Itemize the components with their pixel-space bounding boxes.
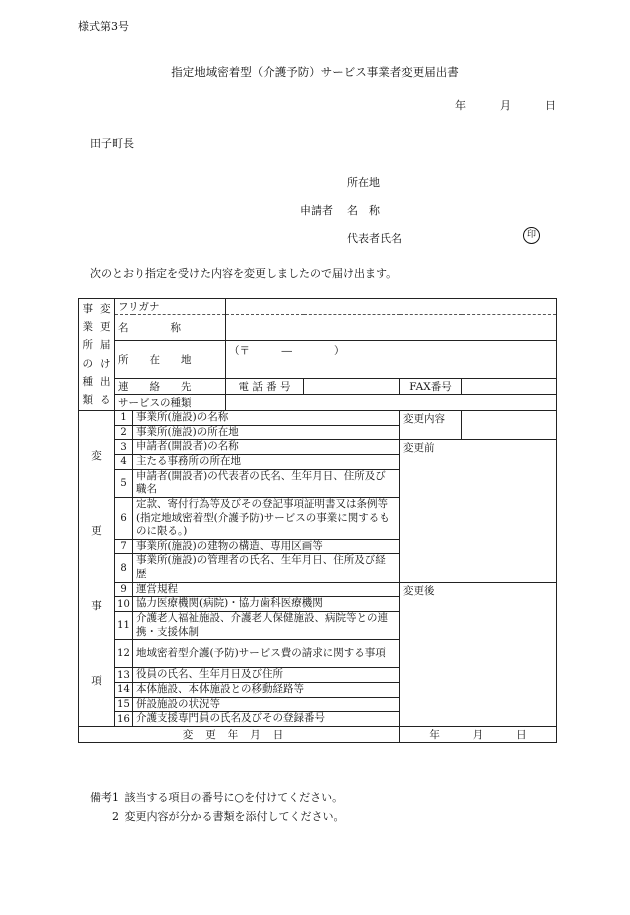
addressee: 田子町長 [90, 137, 134, 150]
item-text: 協力医療機関(病院)・協力歯科医療機関 [133, 597, 400, 612]
note-2 [112, 808, 345, 824]
note-2-text: 変更内容が分かる書類を添付してください。 [124, 810, 345, 823]
applicant-name-label: 名 称 [347, 204, 380, 217]
change-label-char: 更 [91, 525, 102, 538]
change-label-char: 事 [91, 600, 102, 613]
item-text: 事業所(施設)の管理者の氏名、生年月日、住所及び経歴 [133, 554, 400, 582]
item-text: 役員の氏名、生年月日及び住所 [133, 668, 400, 683]
date-day: 日 [545, 99, 556, 112]
item-text: 定款、寄付行為等及びその登記事項証明書又は条例等(指定地域密着型(介護予防)サービスの事業に関するものに限る。) [133, 497, 400, 539]
contact-label: 連 絡 先 [115, 379, 226, 395]
item-text: 併設施設の状況等 [133, 697, 400, 712]
change-date-day: 日 [516, 728, 527, 741]
item-number[interactable]: 8 [115, 554, 133, 582]
service-type-value[interactable] [226, 395, 557, 411]
seal-mark-icon: 印 [523, 227, 540, 244]
change-form-table [78, 298, 557, 743]
item-text: 申請者(開設者)の代表者の氏名、生年月日、住所及び職名 [133, 469, 400, 497]
change-content-label: 変更内容 [400, 411, 462, 440]
item-text: 申請者(開設者)の名称 [133, 440, 400, 455]
item-text: 介護老人福祉施設、介護老人保健施設、病院等との連携・支援体制 [133, 612, 400, 640]
service-type-label: サービスの種類 [115, 395, 226, 411]
change-content-value[interactable] [462, 411, 557, 440]
item-number[interactable]: 9 [115, 582, 133, 597]
change-date-value[interactable] [400, 726, 557, 742]
after-change-cell[interactable]: 変更後 [400, 582, 557, 726]
fax-value[interactable] [462, 379, 557, 395]
applicant-address-label: 所在地 [347, 176, 380, 189]
item-number[interactable]: 11 [115, 612, 133, 640]
date-year: 年 [455, 99, 466, 112]
change-date-year: 年 [429, 728, 440, 741]
name-label: 名 称 [115, 315, 226, 341]
phone-label: 電 話 番 号 [226, 379, 304, 395]
phone-value[interactable] [304, 379, 400, 395]
furigana-value[interactable] [226, 299, 557, 315]
change-items-side-label [79, 411, 115, 727]
note-prefix: 備考1 [90, 791, 119, 804]
item-number[interactable]: 4 [115, 454, 133, 469]
item-number[interactable]: 10 [115, 597, 133, 612]
note-1-text: 該当する項目の番号に○を付けてください。 [124, 791, 344, 804]
item-number[interactable]: 13 [115, 668, 133, 683]
name-value[interactable] [226, 315, 557, 341]
date-line [455, 97, 556, 113]
item-number[interactable]: 15 [115, 697, 133, 712]
note-2-number: 2 [112, 810, 119, 823]
item-number[interactable]: 2 [115, 425, 133, 440]
change-label-char: 変 [91, 450, 102, 463]
change-date-month: 月 [472, 728, 484, 741]
fax-label: FAX番号 [400, 379, 462, 395]
item-text: 事業所(施設)の名称 [133, 411, 400, 426]
form-number: 様式第3号 [78, 20, 129, 33]
item-number[interactable]: 16 [115, 712, 133, 727]
address-value[interactable] [226, 341, 557, 379]
item-number[interactable]: 14 [115, 682, 133, 697]
document-title: 指定地域密着型（介護予防）サービス事業者変更届出書 [171, 65, 459, 79]
item-number[interactable]: 5 [115, 469, 133, 497]
before-change-cell[interactable]: 変更前 [400, 440, 557, 582]
note-1 [90, 789, 343, 805]
item-text: 事業所(施設)の建物の構造、専用区画等 [133, 539, 400, 554]
item-number[interactable]: 6 [115, 497, 133, 539]
item-number[interactable]: 3 [115, 440, 133, 455]
item-text: 事業所(施設)の所在地 [133, 425, 400, 440]
postal-code: （〒 ― ） [229, 345, 345, 357]
item-number[interactable]: 1 [115, 411, 133, 426]
intro-text: 次のとおり指定を受けた内容を変更しましたので届け出ます。 [90, 267, 398, 280]
item-text: 介護支援専門員の氏名及びその登録番号 [133, 712, 400, 727]
item-number[interactable]: 12 [115, 640, 133, 668]
representative-label: 代表者氏名 [347, 232, 402, 245]
address-label: 所 在 地 [115, 341, 226, 379]
item-text: 運営規程 [133, 582, 400, 597]
item-text: 地域密着型介護(予防)サービス費の請求に関する事項 [133, 640, 400, 668]
item-number[interactable]: 7 [115, 539, 133, 554]
change-label-char: 項 [91, 675, 102, 688]
item-text: 主たる事務所の所在地 [133, 454, 400, 469]
applicant-label: 申請者 [300, 204, 333, 217]
item-text: 本体施設、本体施設との移動経路等 [133, 682, 400, 697]
furigana-label: フリガナ [115, 299, 226, 315]
date-month: 月 [500, 99, 511, 112]
change-date-label: 変更年月日 [79, 726, 400, 742]
business-change-side-label: 事 変 業 更 所 届 の け 種 出 類 る [79, 299, 115, 411]
